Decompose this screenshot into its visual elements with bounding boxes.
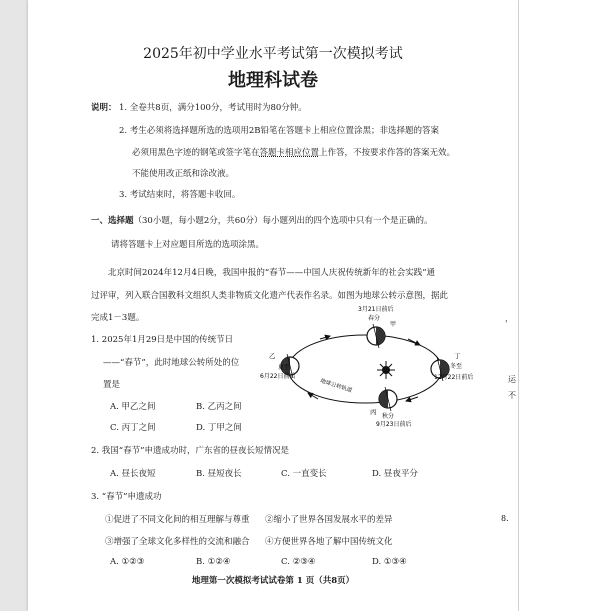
page-footer: 地理第一次模拟考试试卷第 1 页（共8页） [191, 576, 355, 586]
label-bottom-date: 9月23日前后 [376, 421, 412, 428]
instruction-1: 1. 全卷共8页，满分100分，考试用时为80分钟。 [119, 103, 307, 113]
next-page-fragment-2: 运 [508, 375, 516, 384]
instruction-2-line3: 不能使用改正纸和涂改液。 [132, 169, 235, 179]
earth-orbit-diagram [258, 303, 473, 433]
label-left-term: 夏至 [278, 364, 291, 371]
q3-option-c: C. ②③④ [281, 557, 316, 567]
exam-subtitle: 地理科试卷 [228, 70, 318, 91]
orbit-arrow-top-right [408, 339, 420, 345]
q3-item-1: ①促进了不同文化间的相互理解与尊重 [105, 515, 250, 525]
instruction-2-emphasis: 答题卡相应位置 [259, 148, 320, 158]
q1-stem-line3: 置是 [103, 380, 121, 390]
label-right-date: 12月22日前后 [434, 374, 473, 381]
q2-stem: 2. 我国“春节”申遗成功时，广东省的昼夜长短情况是 [91, 446, 290, 456]
sun-icon [377, 361, 395, 379]
passage-line1: 北京时间2024年12月4日晚，我国申报的“春节——中国人庆祝传统新年的社会实践”通 [108, 268, 436, 278]
next-page-fragment-4: 8. [501, 514, 509, 523]
section-1-desc: （30小题，每小题2分，共60分）每小题列出的四个选项中只有一个是正确的。 [133, 216, 433, 226]
q3-option-a: A. ①②③ [110, 557, 145, 567]
next-page-fragment-3: 不 [508, 391, 516, 400]
instruction-2-line2 [132, 146, 455, 158]
q1-stem-line1: 1. 2025年1月29日是中国的传统节日 [91, 335, 234, 345]
passage-line3: 完成1－3题。 [91, 313, 145, 323]
label-top-date: 3月21日前后 [358, 306, 394, 313]
label-top-letter: 甲 [390, 321, 397, 328]
label-left-letter: 乙 [269, 352, 276, 360]
q2-option-a: A. 昼长夜短 [110, 469, 156, 479]
instruction-2-text-a: 必须用黑色字迹的钢笔或签字笔在 [132, 148, 260, 158]
instructions-label: 说明： [91, 103, 117, 113]
label-left-date: 6月22日前后 [260, 373, 296, 380]
exam-page [28, 0, 518, 611]
q1-option-a: A. 甲乙之间 [110, 402, 156, 412]
earth-top-icon [367, 324, 385, 348]
label-right-letter: 丁 [454, 352, 461, 360]
q1-stem-line2: ——“春节”，此时地球公转所处的位 [103, 358, 240, 368]
q1-option-b: B. 乙丙之间 [196, 402, 242, 412]
q3-stem: 3. “春节”申遗成功 [91, 492, 162, 502]
orbit-label: 地球公转轨道 [319, 378, 353, 395]
label-bottom-letter: 丙 [370, 408, 377, 416]
q1-option-c: C. 丙丁之间 [110, 423, 156, 433]
q3-item-3: ③增强了全球文化多样性的交流和融合 [105, 537, 250, 547]
section-1-line2: 请将答题卡上对应题目所选的选项涂黑。 [111, 240, 265, 250]
q1-option-d: D. 丁甲之间 [196, 423, 242, 433]
section-1-line1 [91, 214, 433, 226]
label-top-term: 春分 [368, 315, 381, 322]
exam-title: 2025年初中学业水平考试第一次模拟考试 [143, 46, 403, 62]
next-page-edge [501, 0, 614, 611]
q3-option-d: D. ①③④ [372, 557, 407, 567]
q3-item-4: ④方便世界各地了解中国传统文化 [265, 537, 393, 547]
q3-item-2: ②缩小了世界各国发展水平的差异 [265, 515, 393, 525]
next-page-fragment-1: ， [505, 314, 513, 323]
label-right-term: 冬至 [450, 363, 463, 370]
instruction-2-line1: 2. 考生必须将选择题所选的选项用2B铅笔在答题卡上相应位置涂黑；非选择题的答案 [119, 126, 439, 136]
passage-line2: 过评审，列入联合国教科文组织人类非物质文化遗产代表作名录。如图为地球公转示意图，据此 [91, 291, 449, 301]
q2-option-d: D. 昼夜平分 [372, 469, 418, 479]
instruction-3: 3. 考试结束时，将答题卡收回。 [119, 190, 241, 200]
orbit-ellipse [288, 335, 442, 403]
label-bottom-term: 秋分 [382, 413, 395, 420]
instruction-2-text-c: 上作答，不按要求作答的答案无效。 [319, 148, 456, 158]
section-1-heading: 一、选择题 [91, 216, 134, 226]
q3-option-b: B. ①②④ [196, 557, 231, 567]
q2-option-b: B. 昼短夜长 [196, 469, 242, 479]
earth-bottom-icon [379, 387, 397, 411]
q2-option-c: C. 一直变长 [281, 469, 327, 479]
